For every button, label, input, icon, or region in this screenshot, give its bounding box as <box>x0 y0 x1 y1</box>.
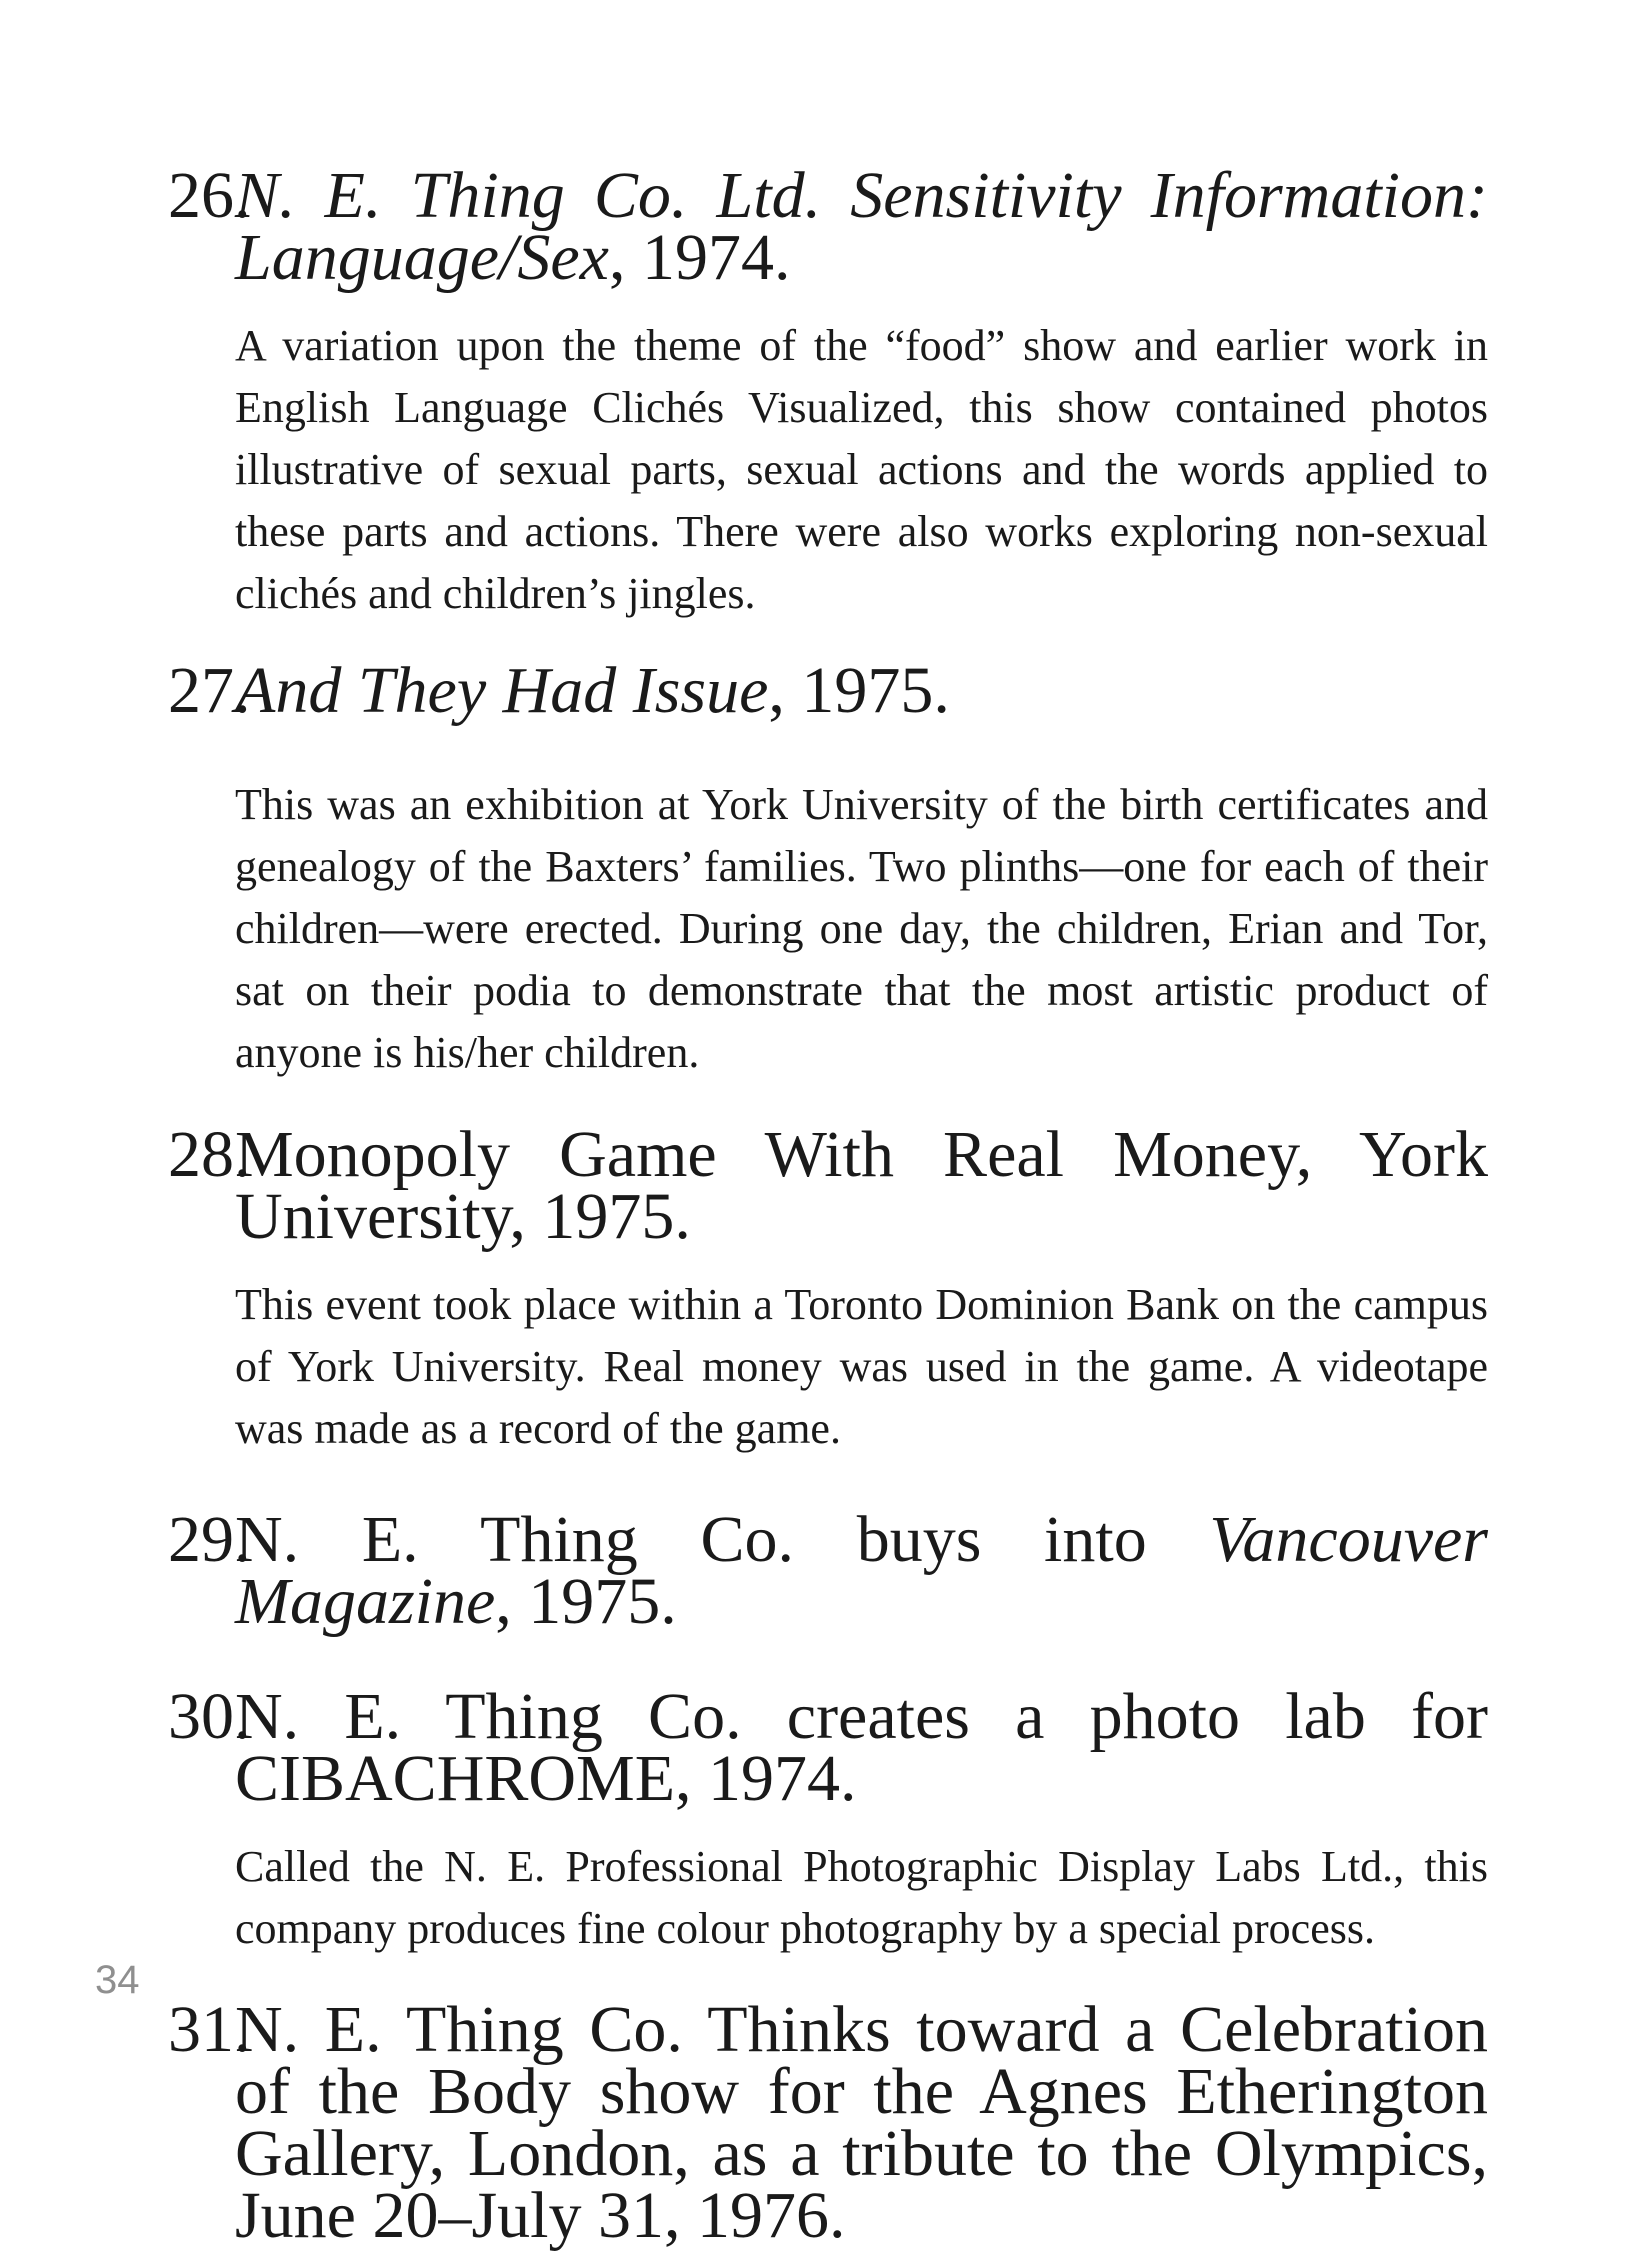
entry-title-segment: , 1975. <box>768 654 950 727</box>
entry-number: 30. <box>168 1680 251 1753</box>
entry-body: Called the N. E. Professional Photographic Display Labs Ltd., this company produces fine colour photography by a special process. <box>235 1842 1488 1953</box>
catalog-entry <box>168 1118 1488 1460</box>
entry-heading <box>168 1118 1488 1253</box>
entry-heading <box>168 159 1488 294</box>
catalog-entry <box>168 159 1488 625</box>
catalog-entry <box>168 654 1488 1084</box>
entry-title-segment: Vancouver Magazine <box>235 1503 1488 1638</box>
entry-number: 27. <box>168 654 251 727</box>
entry-title-segment: N. E. Thing Co. Thinks toward a Celebration of the Body show for the Agnes Etherington Gallery, London, as a tribute to the Olympics, June 20–July 31, 1976. <box>235 1993 1488 2252</box>
entry-heading <box>168 1680 1488 1815</box>
entry-title-segment: Monopoly Game With Real Money, York University, 1975. <box>235 1118 1488 1253</box>
entry-heading <box>168 654 1488 727</box>
entry-body: A variation upon the theme of the “food” show and earlier work in English Language Clichés Visualized, this show contained photos illustrative of sexual parts, sexual actions and the words applied to these parts and actions. There were also works exploring non-sexual clichés and children’s jingles. <box>235 321 1488 618</box>
entry-number: 26. <box>168 159 251 232</box>
entry-title-segment: , 1975. <box>495 1565 677 1638</box>
page-number: 34 <box>95 1958 140 2002</box>
entry-title-segment: N. E. Thing Co. Ltd. Sensitivity Information: Language/Sex <box>235 159 1488 294</box>
entry-title-segment: And They Had Issue <box>235 654 769 727</box>
entry-number: 29. <box>168 1503 251 1576</box>
entry-body: This was an exhibition at York University of the birth certificates and genealogy of the Baxters’ families. Two plinths—one for each of their children—were erected. During one day, the children, Erian and Tor, sat on their podia to demonstrate that the most artistic product of anyone is his/her children. <box>235 780 1488 1077</box>
entry-body: This event took place within a Toronto Dominion Bank on the campus of York University. Real money was used in the game. A videotape was made as a record of the game. <box>235 1280 1488 1453</box>
entry-heading <box>168 1503 1488 1638</box>
entry-title-segment: , 1974. <box>608 221 791 294</box>
entry-title-segment: N. E. Thing Co. creates a photo lab for CIBACHROME, 1974. <box>235 1680 1488 1815</box>
catalog-entry <box>168 1503 1488 1638</box>
catalog-entries <box>168 159 1488 2252</box>
entry-number: 31. <box>168 1993 251 2066</box>
catalog-entry <box>168 1993 1488 2252</box>
entry-number: 28. <box>168 1118 251 1191</box>
catalog-entry <box>168 1680 1488 1960</box>
entry-title-segment: N. E. Thing Co. buys into <box>235 1503 1210 1576</box>
entry-heading <box>168 1993 1488 2252</box>
